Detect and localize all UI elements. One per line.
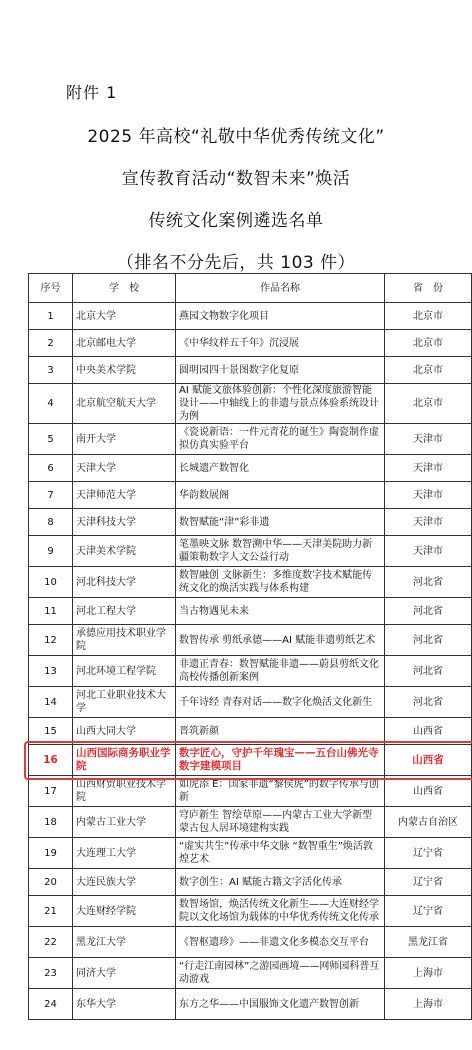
cell-province: 北京市 [385, 330, 472, 357]
table-row [29, 424, 472, 455]
cell-work: “虚实共生”传承中华文脉 “数智重生”焕活敦煌艺术 [176, 838, 385, 869]
cell-school: 北京邮电大学 [73, 330, 176, 357]
table-row [29, 625, 472, 656]
cell-school: 内蒙古工业大学 [73, 807, 176, 838]
cell-province: 上海市 [385, 989, 472, 1020]
cell-no: 8 [29, 509, 73, 536]
cell-province: 北京市 [385, 384, 472, 424]
cell-work: 非遗正青春：数智赋能非遗——蔚县剪纸文化高校传播创新案例 [176, 656, 385, 687]
cell-school: 南开大学 [73, 424, 176, 455]
cell-work: 数字匠心，守护千年瑰宝——五台山佛光寺数字建模项目 [176, 745, 385, 776]
cell-work: 如虎添 E：国家非遗“黎侯虎”的数字传承与创新 [176, 776, 385, 807]
header-work: 作品名称 [176, 274, 385, 303]
cell-work: 数智融创 文脉新生：多维度数字技术赋能传统文化的焕活实践与体系构建 [176, 567, 385, 598]
cell-province: 河北省 [385, 656, 472, 687]
cell-work: 数字创生：AI 赋能古籍文字活化传承 [176, 869, 385, 896]
cell-no: 19 [29, 838, 73, 869]
table-row [29, 838, 472, 869]
cell-no: 13 [29, 656, 73, 687]
attachment-label: 附件 1 [66, 83, 118, 102]
table-row [29, 303, 472, 330]
table-row [29, 807, 472, 838]
table-row [29, 598, 472, 625]
cell-work: 数智传承 剪纸承德——AI 赋能非遗剪纸艺术 [176, 625, 385, 656]
cell-no: 21 [29, 896, 73, 927]
cell-no: 1 [29, 303, 73, 330]
cell-school: 山西财贸职业技术学院 [73, 776, 176, 807]
cell-no: 16 [29, 745, 73, 776]
cell-work: 数智场馆，焕活传统文化新生——大连财经学院以文化场馆为载体的中华优秀传统文化传承 [176, 896, 385, 927]
cell-school: 中央美术学院 [73, 357, 176, 384]
table-row-highlighted [29, 745, 472, 776]
cell-no: 11 [29, 598, 73, 625]
table-row [29, 656, 472, 687]
header-no: 序号 [29, 274, 73, 303]
table-row [29, 536, 472, 567]
cell-province: 河北省 [385, 567, 472, 598]
cell-school: 河北工业职业技术大学 [73, 687, 176, 718]
cell-school: 北京航空航天大学 [73, 384, 176, 424]
cell-work: 长城遗产数智化 [176, 455, 385, 482]
cell-no: 12 [29, 625, 73, 656]
cell-province: 山西省 [385, 718, 472, 745]
cell-work: 数智赋能“津”彩非遗 [176, 509, 385, 536]
cell-no: 17 [29, 776, 73, 807]
cell-no: 15 [29, 718, 73, 745]
cell-work: 华韵数展阁 [176, 482, 385, 509]
cell-work: AI 赋能文旅体验创新：个性化深度旅游智能设计——中轴线上的非遗与景点体验系统设计为例 [176, 384, 385, 424]
cell-work: 燕园文物数字化项目 [176, 303, 385, 330]
cell-work: 《瓷说新语：一件元青花的诞生》陶瓷制作虚拟仿真实验平台 [176, 424, 385, 455]
table-row [29, 718, 472, 745]
cell-work: 《中华纹样五千年》沉浸展 [176, 330, 385, 357]
table-row [29, 927, 472, 958]
table-row [29, 330, 472, 357]
table-row [29, 482, 472, 509]
cell-province: 河北省 [385, 625, 472, 656]
table-row [29, 776, 472, 807]
cell-school: 东华大学 [73, 989, 176, 1020]
table-row [29, 869, 472, 896]
cell-school: 山西大同大学 [73, 718, 176, 745]
cell-no: 20 [29, 869, 73, 896]
title-line-2: 宣传教育活动“数智未来”焕活 [121, 169, 351, 189]
cell-work: 圆明园四十景图数字化复原 [176, 357, 385, 384]
cell-province: 天津市 [385, 509, 472, 536]
cell-work: 千年诗经 青春对话——数字化焕活文化新生 [176, 687, 385, 718]
table-row [29, 384, 472, 424]
cell-province: 上海市 [385, 958, 472, 989]
cell-school: 天津大学 [73, 455, 176, 482]
cell-school: 天津美术学院 [73, 536, 176, 567]
cell-work: 《智枢遗珍》——非遗文化多模态交互平台 [176, 927, 385, 958]
cell-province: 河北省 [385, 687, 472, 718]
cell-no: 4 [29, 384, 73, 424]
cell-province: 天津市 [385, 424, 472, 455]
cell-work: 笔墨映文脉 数智溯中华——天津美院助力新疆策勒数字人文公益行动 [176, 536, 385, 567]
table-row [29, 989, 472, 1020]
table-row [29, 687, 472, 718]
cell-school: 黑龙江大学 [73, 927, 176, 958]
cell-no: 22 [29, 927, 73, 958]
cell-no: 3 [29, 357, 73, 384]
table-row [29, 357, 472, 384]
cell-school: 天津师范大学 [73, 482, 176, 509]
case-list-table [28, 273, 472, 1020]
cell-school: 同济大学 [73, 958, 176, 989]
cell-province: 内蒙古自治区 [385, 807, 472, 838]
cell-province: 黑龙江省 [385, 927, 472, 958]
cell-no: 14 [29, 687, 73, 718]
header-school: 学 校 [73, 274, 176, 303]
cell-province: 天津市 [385, 455, 472, 482]
cell-no: 7 [29, 482, 73, 509]
cell-province: 天津市 [385, 482, 472, 509]
cell-no: 10 [29, 567, 73, 598]
table-row [29, 509, 472, 536]
cell-school: 北京大学 [73, 303, 176, 330]
cell-work: 当古物遇见未来 [176, 598, 385, 625]
cell-work: 晋筑新颜 [176, 718, 385, 745]
cell-no: 6 [29, 455, 73, 482]
cell-no: 23 [29, 958, 73, 989]
cell-work: “行走江南园林”之游园画境——网师园科普互动游戏 [176, 958, 385, 989]
cell-no: 9 [29, 536, 73, 567]
cell-province: 山西省 [385, 745, 472, 776]
cell-no: 2 [29, 330, 73, 357]
cell-province: 天津市 [385, 536, 472, 567]
title-line-4: （排名不分先后，共 103 件） [116, 253, 356, 273]
cell-work: 穹庐新生 智绘草原——内蒙古工业大学新型蒙古包人居环境建构实践 [176, 807, 385, 838]
cell-province: 河北省 [385, 598, 472, 625]
cell-school: 大连民族大学 [73, 869, 176, 896]
cell-no: 24 [29, 989, 73, 1020]
cell-province: 辽宁省 [385, 896, 472, 927]
cell-school: 山西国际商务职业学院 [73, 745, 176, 776]
table-row [29, 455, 472, 482]
cell-no: 5 [29, 424, 73, 455]
table-row [29, 958, 472, 989]
cell-province: 北京市 [385, 303, 472, 330]
cell-school: 承德应用技术职业学院 [73, 625, 176, 656]
title-line-1: 2025 年高校“礼敬中华优秀传统文化” [87, 127, 385, 147]
cell-school: 天津科技大学 [73, 509, 176, 536]
cell-school: 河北科技大学 [73, 567, 176, 598]
cell-province: 辽宁省 [385, 838, 472, 869]
cell-province: 辽宁省 [385, 869, 472, 896]
header-province: 省 份 [385, 274, 472, 303]
cell-province: 北京市 [385, 357, 472, 384]
cell-no: 18 [29, 807, 73, 838]
table-row [29, 896, 472, 927]
cell-school: 大连理工大学 [73, 838, 176, 869]
cell-school: 河北工程大学 [73, 598, 176, 625]
cell-work: 东方之华——中国服饰文化遗产数智创新 [176, 989, 385, 1020]
cell-province: 山西省 [385, 776, 472, 807]
cell-school: 大连财经学院 [73, 896, 176, 927]
title-line-3: 传统文化案例遴选名单 [148, 211, 324, 231]
table-row [29, 567, 472, 598]
cell-school: 河北环境工程学院 [73, 656, 176, 687]
table-header-row [29, 274, 472, 303]
